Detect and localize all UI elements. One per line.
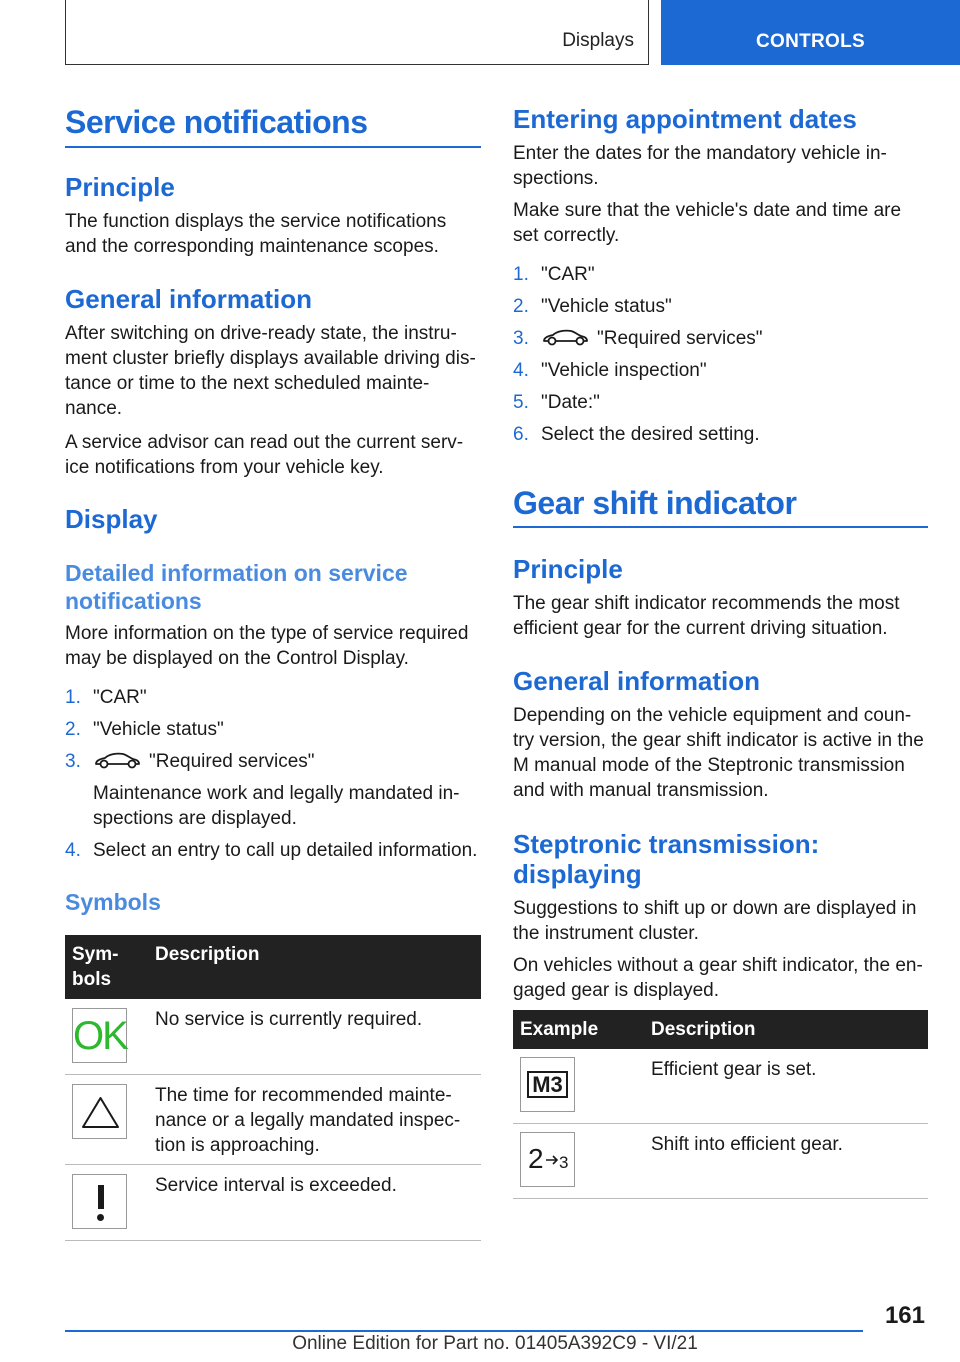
text-line: More information on the type of service required bbox=[65, 623, 469, 644]
table-row bbox=[65, 1165, 481, 1241]
row-description bbox=[155, 1007, 422, 1032]
text-line: efficient gear for the current driving situation. bbox=[513, 618, 888, 639]
col-symbols-header bbox=[72, 942, 118, 992]
principle-heading: Principle bbox=[65, 172, 175, 202]
appointment-dates-heading: Entering appointment dates bbox=[513, 104, 857, 134]
gear-table-header bbox=[513, 1010, 928, 1049]
ok-icon bbox=[72, 1008, 127, 1063]
arrow-right-icon bbox=[545, 1154, 559, 1166]
row-description: Efficient gear is set. bbox=[651, 1059, 817, 1080]
header-section-label: Displays bbox=[562, 30, 634, 51]
exclamation-dot bbox=[97, 1214, 104, 1221]
text-line: ment cluster briefly displays available driving dis- bbox=[65, 348, 476, 369]
list-text: Select an entry to call up detailed information. bbox=[93, 840, 478, 861]
text-line: Depending on the vehicle equipment and coun- bbox=[513, 705, 912, 726]
text-line: Enter the dates for the mandatory vehicle in- bbox=[513, 143, 887, 164]
list-number: 4. bbox=[65, 840, 81, 861]
display-heading: Display bbox=[65, 504, 158, 534]
text-line: Make sure that the vehicle's date and time are bbox=[513, 200, 902, 221]
header-chapter-tab bbox=[661, 0, 960, 65]
appointment-text bbox=[513, 141, 887, 191]
text-line: The gear shift indicator recommends the most bbox=[513, 593, 900, 614]
detailed-info-text bbox=[65, 621, 468, 671]
heading-line: Detailed information on service bbox=[65, 560, 408, 586]
car-icon bbox=[541, 327, 589, 347]
heading-line: displaying bbox=[513, 859, 642, 889]
col-description-header: Description bbox=[651, 1019, 756, 1040]
service-advisor-text bbox=[65, 430, 463, 480]
list-number: 3. bbox=[65, 751, 81, 772]
col-description-header: Description bbox=[155, 944, 260, 965]
text-line: try version, the gear shift indicator is active in the bbox=[513, 730, 924, 751]
general-info-text bbox=[65, 321, 476, 421]
title-rule bbox=[65, 146, 481, 148]
list-number: 1. bbox=[65, 687, 81, 708]
list-text: "Date:" bbox=[541, 392, 600, 413]
current-gear-text: 2 bbox=[528, 1143, 544, 1174]
text-line: and the corresponding maintenance scopes. bbox=[65, 236, 439, 257]
ok-symbol-text: OK bbox=[73, 1014, 127, 1058]
heading-line: notifications bbox=[65, 588, 202, 614]
text-line: nance. bbox=[65, 398, 123, 419]
row-description bbox=[155, 1083, 460, 1158]
gear-general-heading: General information bbox=[513, 666, 761, 696]
row-description bbox=[155, 1173, 397, 1198]
header-chapter-label: CONTROLS bbox=[755, 31, 865, 52]
target-gear-text: 3 bbox=[559, 1153, 569, 1172]
desc-line: No service is currently required. bbox=[155, 1009, 423, 1030]
appointment-datetime-text bbox=[513, 198, 901, 248]
text-line: After switching on drive-ready state, the instru- bbox=[65, 323, 457, 344]
text-line: the instrument cluster. bbox=[513, 923, 699, 944]
page-number: 161 bbox=[884, 1302, 925, 1329]
footer-rule bbox=[65, 1330, 863, 1332]
shift-2-to-3-icon bbox=[520, 1132, 575, 1187]
m3-symbol-text: M3 bbox=[527, 1071, 568, 1098]
symbols-table-header bbox=[65, 935, 481, 999]
list-text: "Vehicle inspection" bbox=[541, 360, 707, 381]
list-text: "CAR" bbox=[93, 687, 147, 708]
m3-gear-icon bbox=[520, 1057, 575, 1112]
list-number: 2. bbox=[65, 719, 81, 740]
list-text: spections are displayed. bbox=[93, 808, 297, 829]
list-number: 3. bbox=[513, 328, 529, 349]
text-line: The function displays the service notifications bbox=[65, 211, 447, 232]
text-line: Suggestions to shift up or down are displayed in bbox=[513, 898, 917, 919]
warning-triangle-icon bbox=[72, 1084, 127, 1139]
list-text bbox=[541, 326, 763, 351]
engaged-gear-text bbox=[513, 953, 923, 1003]
table-row bbox=[65, 999, 481, 1075]
list-text bbox=[93, 749, 315, 774]
header-line: Sym- bbox=[72, 944, 119, 965]
list-number: 6. bbox=[513, 424, 529, 445]
text-line: may be displayed on the Control Display. bbox=[65, 648, 409, 669]
list-text-label: "Required services" bbox=[597, 328, 763, 349]
list-text: "CAR" bbox=[541, 264, 595, 285]
list-number: 1. bbox=[513, 264, 529, 285]
title-rule bbox=[513, 526, 928, 528]
exclamation-icon bbox=[72, 1174, 127, 1229]
text-line: M manual mode of the Steptronic transmission bbox=[513, 755, 905, 776]
col-example-header: Example bbox=[520, 1019, 599, 1040]
table-row bbox=[513, 1049, 928, 1124]
gear-general-text bbox=[513, 703, 924, 803]
list-text: "Vehicle status" bbox=[541, 296, 672, 317]
list-text: Select the desired setting. bbox=[541, 424, 760, 445]
gear-principle-heading: Principle bbox=[513, 554, 623, 584]
table-row bbox=[65, 1075, 481, 1165]
footer-edition: Online Edition for Part no. 01405A392C9 - VI/21 bbox=[292, 1333, 698, 1354]
text-line: tance or time to the next scheduled mainte- bbox=[65, 373, 430, 394]
row-description: Shift into efficient gear. bbox=[651, 1134, 843, 1155]
desc-line: Service interval is exceeded. bbox=[155, 1175, 397, 1196]
triangle-icon bbox=[73, 1085, 128, 1140]
exclamation-bar bbox=[98, 1185, 104, 1209]
list-text: Maintenance work and legally mandated in- bbox=[93, 783, 460, 804]
list-number: 4. bbox=[513, 360, 529, 381]
service-notifications-title: Service notifications bbox=[65, 104, 368, 140]
text-line: gaged gear is displayed. bbox=[513, 980, 719, 1001]
list-number: 5. bbox=[513, 392, 529, 413]
desc-line: nance or a legally mandated inspec- bbox=[155, 1110, 461, 1131]
list-number: 2. bbox=[513, 296, 529, 317]
text-line: spections. bbox=[513, 168, 599, 189]
list-text: "Vehicle status" bbox=[93, 719, 224, 740]
detailed-info-heading bbox=[65, 559, 408, 615]
gear-shift-indicator-title: Gear shift indicator bbox=[513, 485, 797, 521]
desc-line: The time for recommended mainte- bbox=[155, 1085, 452, 1106]
text-line: ice notifications from your vehicle key. bbox=[65, 457, 384, 478]
symbols-heading: Symbols bbox=[65, 889, 161, 915]
general-info-heading: General information bbox=[65, 284, 313, 314]
text-line: and with manual transmission. bbox=[513, 780, 769, 801]
text-line: On vehicles without a gear shift indicator, the en- bbox=[513, 955, 923, 976]
steptronic-text bbox=[513, 896, 916, 946]
desc-line: tion is approaching. bbox=[155, 1135, 320, 1156]
text-line: A service advisor can read out the current serv- bbox=[65, 432, 464, 453]
car-icon bbox=[93, 750, 141, 770]
list-text-label: "Required services" bbox=[149, 751, 315, 772]
steptronic-heading bbox=[513, 829, 819, 889]
heading-line: Steptronic transmission: bbox=[513, 829, 820, 859]
principle-text bbox=[65, 209, 446, 259]
table-row bbox=[513, 1124, 928, 1199]
text-line: set correctly. bbox=[513, 225, 620, 246]
header-line: bols bbox=[72, 969, 112, 990]
gear-principle-text bbox=[513, 591, 900, 641]
header-section-tab bbox=[65, 0, 649, 65]
